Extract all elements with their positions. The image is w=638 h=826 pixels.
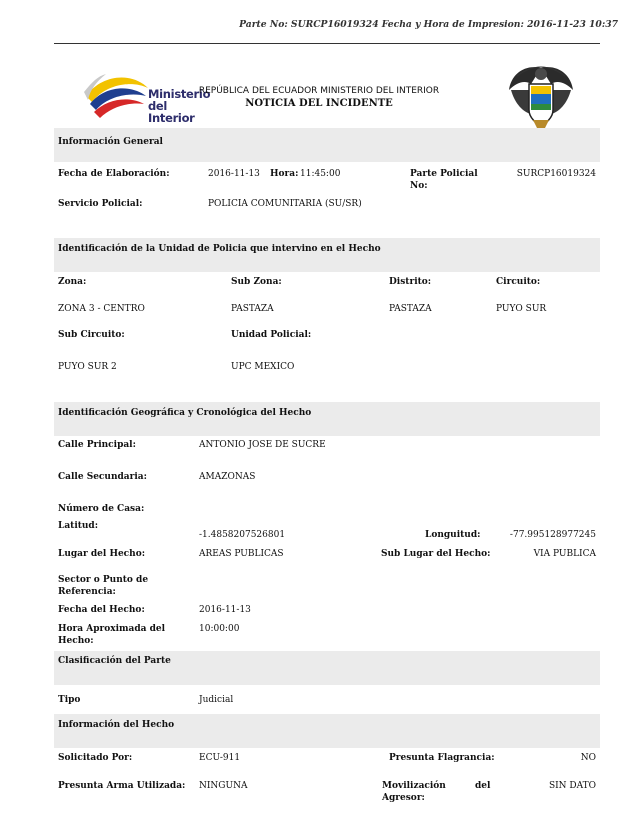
sector-label-1: Sector o Punto de <box>58 575 149 585</box>
calle-principal-value: ANTONIO JOSE DE SUCRE <box>199 440 326 450</box>
lugar-value: AREAS PUBLICAS <box>199 549 284 559</box>
police-emblem <box>505 60 577 132</box>
subcircuito-value: PUYO SUR 2 <box>58 362 117 372</box>
hora-value: 11:45:00 <box>300 169 341 179</box>
servicio-value: POLICIA COMUNITARIA (SU/SR) <box>208 199 362 209</box>
latitud-label: Latitud: <box>58 521 99 531</box>
fecha-hecho-value: 2016-11-13 <box>199 605 251 615</box>
subzona-label: Sub Zona: <box>231 277 282 287</box>
calle-secundaria-value: AMAZONAS <box>199 472 256 482</box>
servicio-label: Servicio Policial: <box>58 199 143 209</box>
logo-line1: Ministerio <box>148 87 211 101</box>
fecha-elaboracion-label: Fecha de Elaboración: <box>58 169 170 179</box>
arma-value: NINGUNA <box>199 781 248 791</box>
movilizacion-value: SIN DATO <box>548 781 596 791</box>
hora-aprox-label-2: Hecho: <box>58 636 94 646</box>
longitud-label: Longuitud: <box>425 530 481 540</box>
parte-value: SURCP16019324 <box>516 169 596 179</box>
section-title-geo: Identificación Geográfica y Cronológica del Hecho <box>58 408 312 418</box>
eagle-shield-icon <box>505 60 577 132</box>
sublugar-value: VIA PUBLICA <box>533 549 596 559</box>
sector-label-2: Referencia: <box>58 587 116 597</box>
header-rule <box>54 43 600 44</box>
tipo-value: Judicial <box>199 695 234 705</box>
unidad-value: UPC MEXICO <box>231 362 295 372</box>
section-title-clasificacion: Clasificación del Parte <box>58 656 171 666</box>
section-title-hecho: Información del Hecho <box>58 720 175 730</box>
parte-label-2: No: <box>410 181 428 191</box>
circuito-value: PUYO SUR <box>496 304 547 314</box>
logo-line2: del Interior <box>148 99 195 125</box>
ministerio-logo <box>82 66 212 126</box>
movilizacion-label-1: Movilización <box>382 781 446 791</box>
subcircuito-label: Sub Circuito: <box>58 330 125 340</box>
document-title: NOTICIA DEL INCIDENTE <box>245 98 393 109</box>
calle-secundaria-label: Calle Secundaria: <box>58 472 147 482</box>
latitud-value: -1.4858207526801 <box>199 530 286 540</box>
section-title-general: Información General <box>58 137 163 147</box>
movilizacion-label-del: del <box>475 781 491 791</box>
subzona-value: PASTAZA <box>231 304 274 314</box>
zona-label: Zona: <box>58 277 87 287</box>
distrito-value: PASTAZA <box>389 304 432 314</box>
fecha-elaboracion-value: 2016-11-13 <box>208 169 260 179</box>
lugar-label: Lugar del Hecho: <box>58 549 146 559</box>
distrito-label: Distrito: <box>389 277 432 287</box>
calle-principal-label: Calle Principal: <box>58 440 136 450</box>
print-header: Parte No: SURCP16019324 Fecha y Hora de Impresion: 2016-11-23 10:37 <box>239 19 618 30</box>
numero-casa-label: Número de Casa: <box>58 504 145 514</box>
zona-value: ZONA 3 - CENTRO <box>58 304 145 314</box>
hora-label: Hora: <box>270 169 299 179</box>
section-title-unidad: Identificación de la Unidad de Policia que intervino en el Hecho <box>58 244 381 254</box>
circuito-label: Circuito: <box>496 277 541 287</box>
tipo-label: Tipo <box>58 695 81 705</box>
solicitado-label: Solicitado Por: <box>58 753 133 763</box>
movilizacion-label-2: Agresor: <box>382 793 425 803</box>
solicitado-value: ECU-911 <box>199 753 241 763</box>
flagrancia-label: Presunta Flagrancia: <box>389 753 495 763</box>
arma-label: Presunta Arma Utilizada: <box>58 781 186 791</box>
hora-aprox-value: 10:00:00 <box>199 624 240 634</box>
hora-aprox-label-1: Hora Aproximada del <box>58 624 166 634</box>
flagrancia-value: NO <box>580 753 596 763</box>
institution-title: REPÚBLICA DEL ECUADOR MINISTERIO DEL INTERIOR <box>198 86 440 96</box>
parte-label-1: Parte Policial <box>410 169 478 179</box>
sublugar-label: Sub Lugar del Hecho: <box>381 549 491 559</box>
fecha-hecho-label: Fecha del Hecho: <box>58 605 145 615</box>
unidad-label: Unidad Policial: <box>231 330 312 340</box>
longitud-value: -77.995128977245 <box>509 530 596 540</box>
